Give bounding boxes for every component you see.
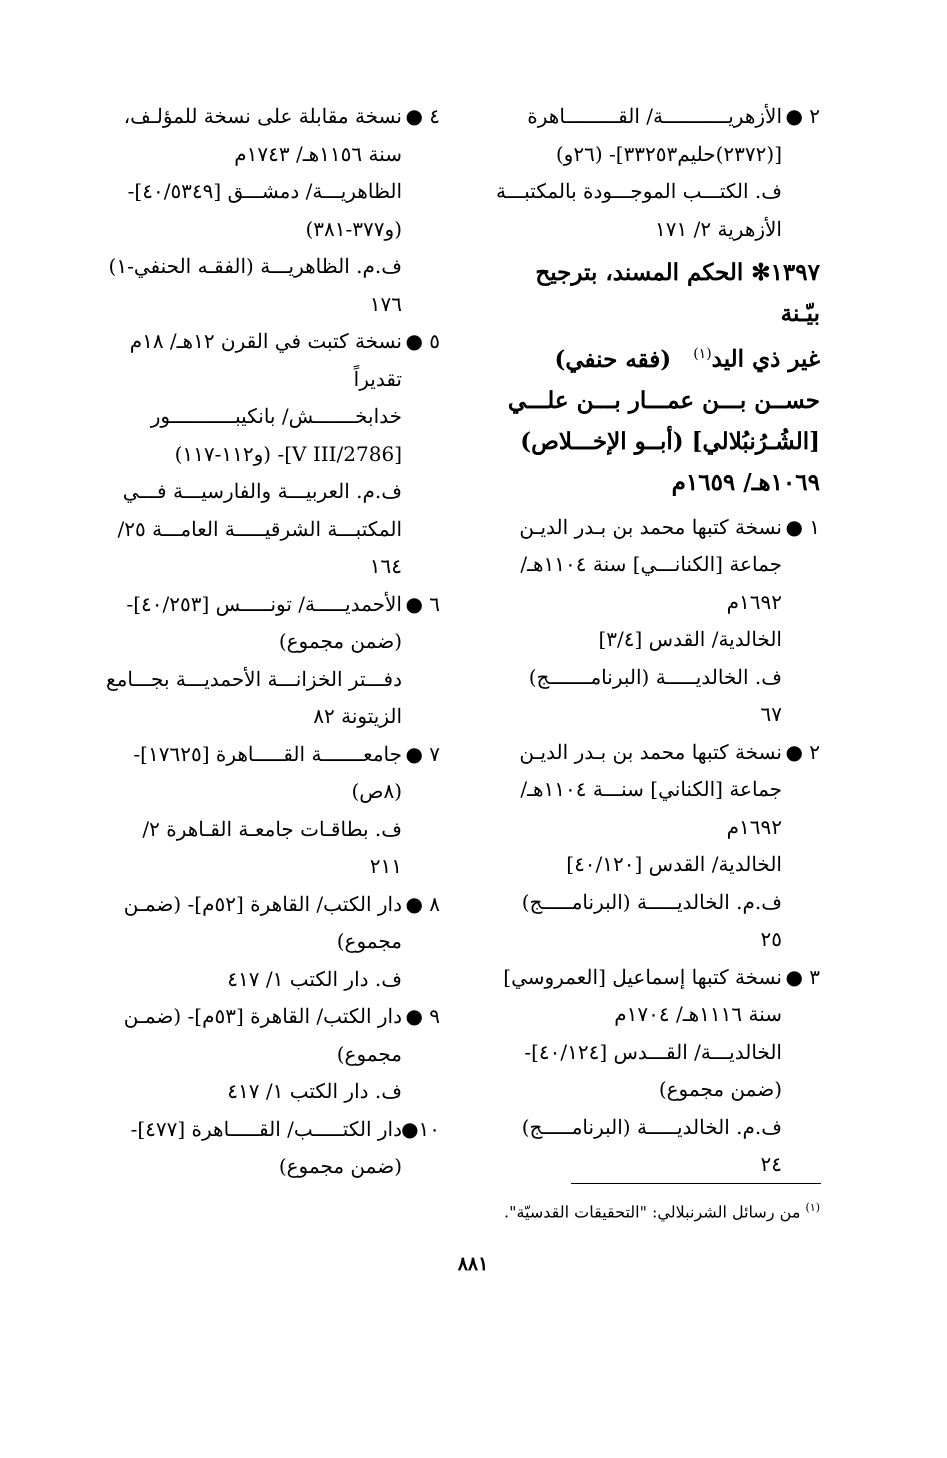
catalog-ref: ف. دار الكتب ١/ ٤١٧ bbox=[227, 966, 402, 991]
catalog-ref: المكتبـــة الشرقيـــــة العامـــة ٢٥/ bbox=[117, 516, 402, 541]
right-column bbox=[492, 98, 820, 1184]
catalog-ref: (ضمن مجموع) bbox=[658, 1077, 782, 1102]
entry-item bbox=[492, 959, 820, 1034]
author-date: ١٠٦٩هـ/ ١٦٥٩م bbox=[671, 468, 820, 496]
footnote-rule bbox=[571, 1183, 821, 1184]
heading-text: غير ذي اليد bbox=[711, 345, 820, 373]
entry-item bbox=[100, 323, 440, 398]
catalog-ref: خدابخـــــــش/ بانكيبـــــــــــور bbox=[150, 404, 402, 428]
entry-line: دار الكتـــــب/ القـــــاهرة [٤٧٧]- bbox=[130, 1116, 402, 1141]
item-number: ١ ● bbox=[785, 514, 820, 539]
catalog-ref: ف.م. الظاهريـــة (الفقـه الحنفي-١) bbox=[108, 254, 402, 278]
entry-line: الأزهريـــــــــــة/ القـــــــــاهرة bbox=[527, 104, 782, 128]
entry-line: ١٦٩٢م bbox=[726, 814, 782, 839]
footnote-text: من رسائل الشرنبلالي: "التحقيقات القدسيّة". bbox=[504, 1202, 801, 1222]
catalog-ref: ٢٤ bbox=[760, 1152, 782, 1177]
item-number: ٩ ● bbox=[405, 1004, 440, 1028]
entry-line: دار الكتب/ القاهرة [٥٣م]- (ضمـن bbox=[123, 1004, 402, 1028]
footnote-marker: (١) bbox=[805, 1201, 820, 1214]
item-number: ٨ ● bbox=[405, 891, 440, 916]
catalog-ref: ١٦٤ bbox=[369, 554, 402, 578]
item-number: ٧ ● bbox=[405, 741, 440, 766]
catalog-ref: ١٧٦ bbox=[369, 291, 402, 316]
author-name-2: [الشُـرُنبُلالي] (أبــو الإخـــلاص) bbox=[520, 427, 820, 455]
item-number: ٥ ● bbox=[405, 329, 440, 353]
entry-line: جماعة [الكناني] سنـــة ١١٠٤هـ/ bbox=[520, 777, 782, 802]
item-number: ٦ ● bbox=[405, 591, 440, 616]
subject-tag: (فقه حنفي) bbox=[554, 345, 672, 373]
catalog-ref: الأزهرية ٢/ ١٧١ bbox=[655, 216, 782, 241]
entry-item bbox=[100, 998, 440, 1073]
entry-line: جماعة [الكنانـــي] سنة ١١٠٤هـ/ bbox=[520, 552, 782, 577]
entry-line: تقديراً bbox=[353, 366, 402, 391]
catalog-ref: ٢٥ bbox=[760, 927, 782, 952]
entry-line: نسخة مقابلة على نسخة للمؤلـف، bbox=[123, 104, 402, 128]
catalog-ref: ف.م. الخالديـــــة (البرنامـــــج) bbox=[521, 1114, 782, 1139]
catalog-ref: ف. بطاقـات جامعـة القـاهرة ٢/ bbox=[142, 816, 402, 841]
entry-line: ١٦٩٢م bbox=[726, 589, 782, 614]
catalog-ref: (و٣٧٧-٣٨١) bbox=[305, 216, 402, 241]
item-number: ٤ ● bbox=[405, 104, 440, 128]
entry-item bbox=[492, 509, 820, 622]
catalog-ref: ف.م. العربيـــة والفارسيـــة فـــي bbox=[122, 479, 402, 503]
entry-line: مجموع) bbox=[336, 1041, 402, 1066]
catalog-ref: ٢١١ bbox=[369, 854, 402, 878]
work-heading bbox=[492, 252, 820, 503]
entry-item bbox=[100, 886, 440, 961]
footnote-marker: (١) bbox=[693, 346, 712, 362]
catalog-ref: الخالديـــة/ القـــدس [٤٠/١٢٤]- bbox=[524, 1039, 782, 1064]
entry-line: جامعـــــــة القـــــاهرة [١٧٦٢٥]- bbox=[133, 741, 402, 766]
entry-item bbox=[100, 586, 440, 661]
entry-item bbox=[100, 736, 440, 811]
catalog-ref: ف. الخالديـــــة (البرنامـــــــج) bbox=[528, 664, 782, 689]
entry-item bbox=[492, 98, 820, 173]
entry-line: [(٢٣٧٢)حليم٣٣٢٥٣]- (٢٦و) bbox=[555, 141, 782, 166]
catalog-ref: ٦٧ bbox=[760, 702, 782, 727]
right-items bbox=[492, 509, 820, 1184]
catalog-ref: ف. دار الكتب ١/ ٤١٧ bbox=[227, 1079, 402, 1103]
entry-line: (ضمن مجموع) bbox=[278, 1154, 402, 1178]
footnote bbox=[430, 1194, 820, 1226]
entry-line: نسخة كتبها محمد بن بـدر الديـن bbox=[519, 739, 782, 764]
entry-item bbox=[100, 1111, 440, 1186]
page-number: ٨٨١ bbox=[457, 1253, 489, 1275]
entry-line: نسخة كتبها محمد بن بـدر الديـن bbox=[519, 514, 782, 539]
entry-line: مجموع) bbox=[336, 929, 402, 953]
catalog-ref: ف. الكتـــب الموجـــودة بالمكتبـــة bbox=[495, 179, 782, 203]
heading-title-line-2 bbox=[492, 334, 820, 380]
catalog-ref: [2786/V III]- (و١١٢-١١٧) bbox=[174, 441, 402, 466]
entry-item bbox=[492, 734, 820, 847]
entry-item bbox=[100, 98, 440, 173]
item-number: ١٠● bbox=[401, 1116, 440, 1141]
left-items bbox=[100, 98, 440, 1186]
catalog-ref: الزيتونة ٨٢ bbox=[313, 704, 402, 728]
entry-line: سنة ١١١٦هـ/ ١٧٠٤م bbox=[614, 1002, 782, 1027]
entry-line: الأحمديـــــة/ تونـــــس [٤٠/٢٥٣]- bbox=[126, 591, 402, 616]
entry-line: دار الكتب/ القاهرة [٥٢م]- (ضمـن bbox=[123, 891, 402, 916]
author-name: حســن بـــن عمـــار بـــن علـــي bbox=[507, 386, 820, 414]
entry-line: (ضمن مجموع) bbox=[278, 629, 402, 653]
item-number: ٢ ● bbox=[785, 104, 820, 128]
heading-title-line: ١٣٩٧✻ الحكم المسند، بترجيح بيّـنة bbox=[535, 259, 820, 327]
left-column bbox=[100, 98, 440, 1186]
item-number: ٢ ● bbox=[785, 739, 820, 764]
entry-line: نسخة كتبت في القرن ١٢هـ/ ١٨م bbox=[129, 329, 402, 353]
entry-line: (٨ص) bbox=[351, 779, 402, 803]
catalog-ref: الخالدية/ القدس [٤٠/١٢٠] bbox=[566, 852, 782, 877]
entry-line: نسخة كتبها إسماعيل [العمروسي] bbox=[503, 964, 782, 989]
catalog-ref: الخالدية/ القدس [٣/٤] bbox=[598, 627, 782, 652]
catalog-ref: دفـــتر الخزانـــة الأحمديـــة بجـــامع bbox=[106, 666, 402, 691]
catalog-ref: الظاهريـــة/ دمشـــق [٤٠/٥٣٤٩]- bbox=[127, 179, 402, 203]
entry-line: سنة ١١٥٦هـ/ ١٧٤٣م bbox=[234, 141, 402, 166]
catalog-ref: ف.م. الخالديـــــة (البرنامـــــج) bbox=[521, 889, 782, 914]
item-number: ٣ ● bbox=[785, 964, 820, 989]
